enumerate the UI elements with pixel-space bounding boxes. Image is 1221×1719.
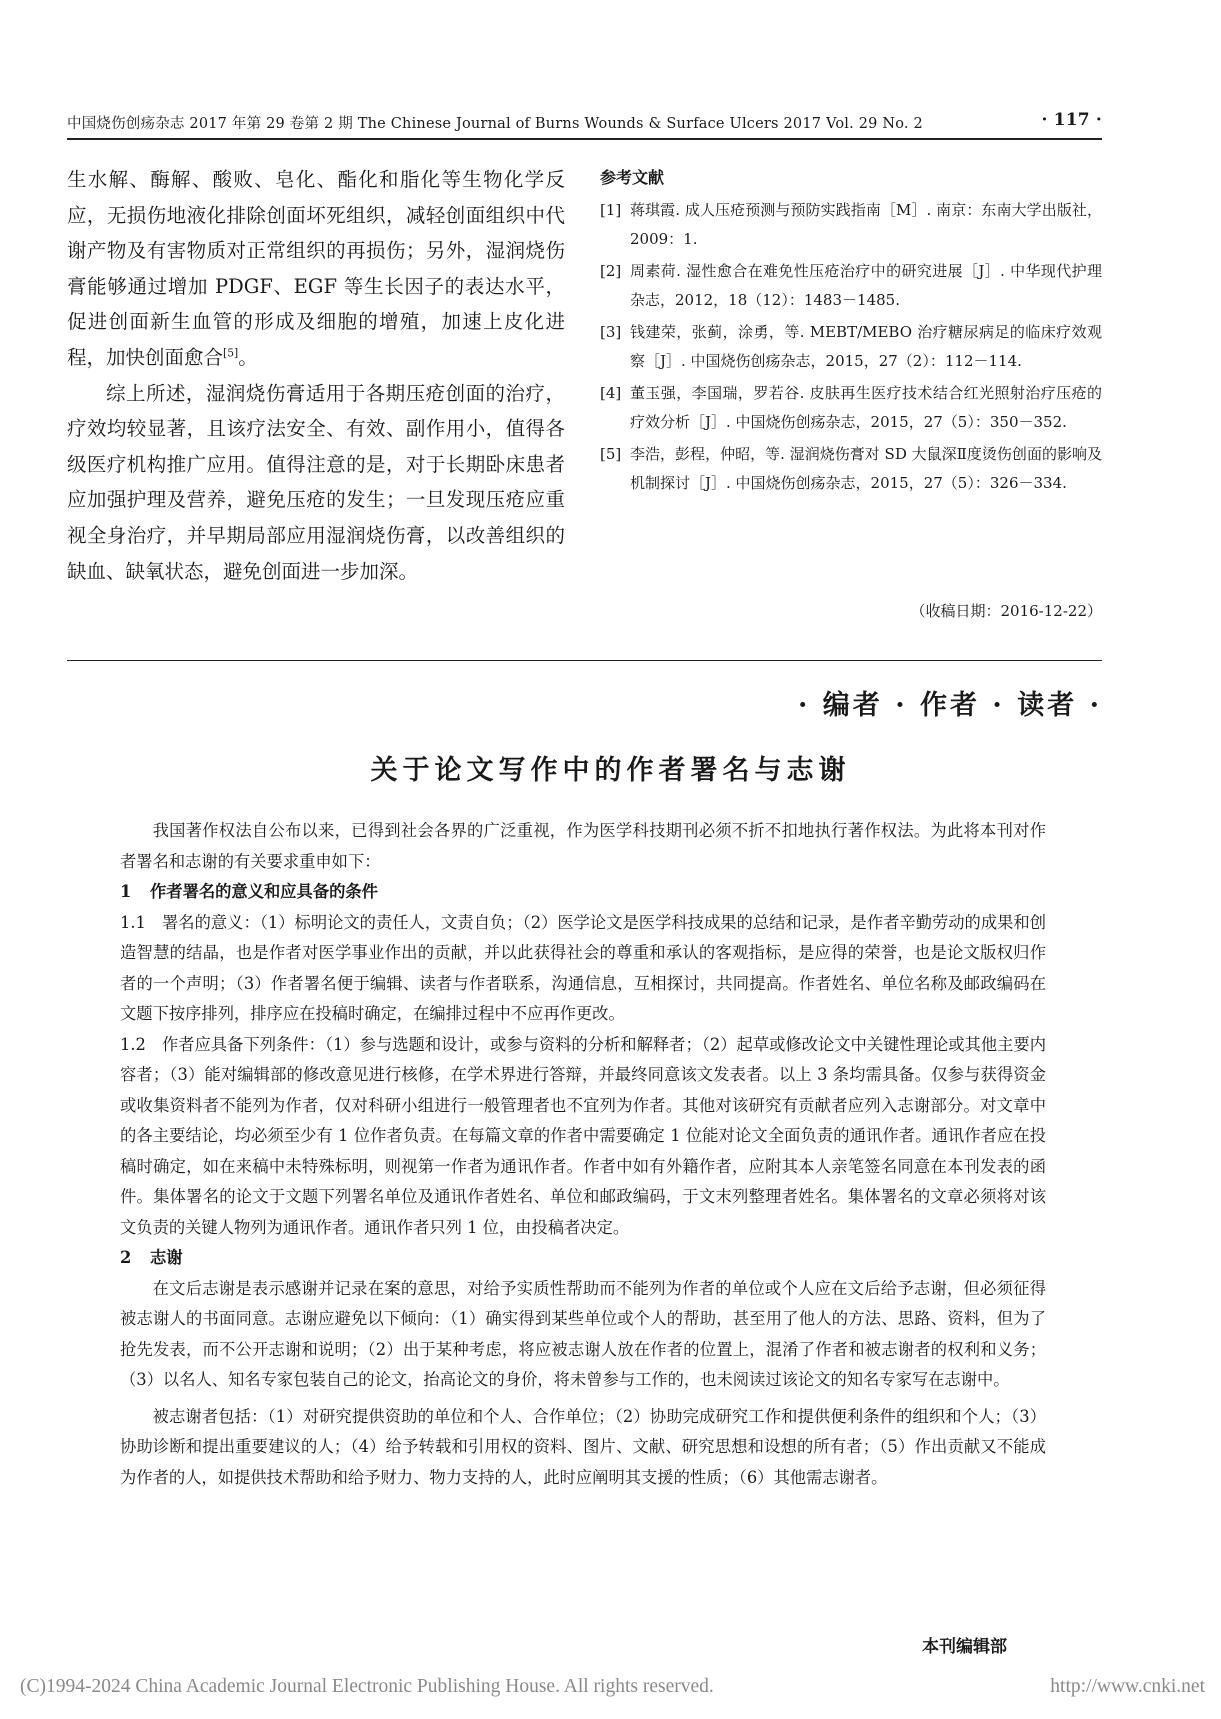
body-paragraph: 生水解、酶解、酸败、皂化、酯化和脂化等生物化学反应，无损伤地液化排除创面坏死组织，减轻创面组织中代谢产物及有害物质对正常组织的再损伤；另外，湿润烧伤膏能够通过增加 PDGF、EGF 等生长因子的表达水平，促进创面新生血管的形成及细胞的增殖，加速上皮化进程，加快创面愈合[5]。 (67, 168, 565, 369)
copyright-text: (C)1994-2024 China Academic Journal Electronic Publishing House. All rights reserved. (20, 1676, 714, 1697)
page-number: · 117 · (1041, 110, 1102, 130)
subsection-paragraph: 1.2 作者应具备下列条件：（1）参与选题和设计，或参与资料的分析和解释者；（2）起草或修改论文中关键性理论或其他主要内容者；（3）能对编辑部的修改意见进行核修，在学术界进行答辩，并最终同意该文发表者。以上 3 条均需具备。仅参与获得资金或收集资料者不能列为作者，仅对科研小组进行一般管理者也不宜列为作者。其他对该研究有贡献者应列入志谢部分。对文章中的各主要结论，均必须至少有 1 位作者负责。在每篇文章的作者中需要确定 1 位能对论文全面负责的通讯作者。通讯作者应在投稿时确定，如在来稿中未特殊标明，则视第一作者为通讯作者。作者中如有外籍作者，应附其本人亲笔签名同意在本刊发表的函件。集体署名的论文于文题下列署名单位及通讯作者姓名、单位和邮政编码，于文末列整理者姓名。集体署名的文章必须将对该文负责的关键人物列为通讯作者。通讯作者只列 1 位，由投稿者决定。 (120, 1034, 1046, 1237)
editorial-signature: 本刊编辑部 (922, 1637, 1007, 1657)
conclusion-paragraph: 综上所述，湿润烧伤膏适用于各期压疮创面的治疗，疗效均较显著，且该疗法安全、有效、副作用小，值得各级医疗机构推广应用。值得注意的是，对于长期卧床患者应加强护理及营养，避免压疮的发生；一旦发现压疮应重视全身治疗，并早期局部应用湿润烧伤膏，以改善组织的缺血、缺氧状态，避免创面进一步加深。 (67, 381, 565, 583)
reference-item: [5] 李浩，彭程，仲昭，等. 湿润烧伤膏对 SD 大鼠深Ⅱ度烫伤创面的影响及机制探讨［J］. 中国烧伤创疡杂志，2015，27（5）：326－334. (600, 445, 1102, 492)
left-column (67, 162, 565, 589)
subsection-paragraph: 1.1 署名的意义：（1）标明论文的责任人，文责自负；（2）医学论文是医学科技成果的总结和记录，是作者辛勤劳动的成果和创造智慧的结晶，也是作者对医学事业作出的贡献，并以此获得社会的尊重和承认的客观指标，是应得的荣誉，也是论文版权归作者的一个声明；（3）作者署名便于编辑、读者与作者联系，沟通信息，互相探讨，共同提高。作者姓名、单位名称及邮政编码在文题下按序排列，排序应在投稿时确定，在编排过程中不应再作更改。 (120, 912, 1046, 1023)
received-date: （收稿日期：2016-12-22） (910, 602, 1102, 620)
running-head (67, 112, 1102, 133)
journal-citation: 中国烧伤创疡杂志 2017 年第 29 卷第 2 期 The Chinese Journal of Burns Wounds & Surface Ulcers 2017 Vol. 29 No. 2 (67, 116, 923, 132)
section-divider (67, 660, 1102, 661)
notice-title: 关于论文写作中的作者署名与志谢 (370, 755, 851, 786)
section-heading: 1 作者署名的意义和应具备的条件 (120, 882, 378, 901)
column-name: · 编者 · 作者 · 读者 · (798, 690, 1102, 721)
notice-intro: 我国著作权法自公布以来，已得到社会各界的广泛重视，作为医学科技期刊必须不折不扣地执行著作权法。为此将本刊对作者署名和志谢的有关要求重申如下： (120, 821, 1046, 871)
section-heading: 2 志谢 (120, 1248, 183, 1267)
reference-item: [3] 钱建荣，张蓟，涂勇，等. MEBT/MEBO 治疗糖尿病足的临床疗效观察［J］. 中国烧伤创疡杂志，2015，27（2）：112－114. (600, 323, 1102, 370)
references-column (600, 165, 1102, 620)
acknowledgement-paragraph: 被志谢者包括：（1）对研究提供资助的单位和个人、合作单位；（2）协助完成研究工作和提供便利条件的组织和个人；（3）协助诊断和提出重要建议的人；（4）给予转载和引用权的资料、图片、文献、研究思想和设想的所有者；（5）作出贡献又不能成为作者的人，如提供技术帮助和给予财力、物力支持的人，此时应阐明其支援的性质；（6）其他需志谢者。 (120, 1406, 1046, 1487)
header-rule (67, 138, 1102, 140)
copyright-footer (20, 1676, 1205, 1698)
site-link[interactable]: http://www.cnki.net (1050, 1676, 1205, 1697)
acknowledgement-paragraph: 在文后志谢是表示感谢并记录在案的意思，对给予实质性帮助而不能列为作者的单位或个人应在文后给予志谢，但必须征得被志谢人的书面同意。志谢应避免以下倾向：（1）确实得到某些单位或个人的帮助，甚至用了他人的方法、思路、资料，但为了抢先发表，而不公开志谢和说明；（2）出于某种考虑，将应被志谢人放在作者的位置上，混淆了作者和被志谢者的权利和义务；（3）以名人、知名专家包装自己的论文，抬高论文的身价，将未曾参与工作的，也未阅读过该论文的知名专家写在志谢中。 (120, 1278, 1046, 1389)
reference-item: [1] 蒋琪霞. 成人压疮预测与预防实践指南［M］. 南京：东南大学出版社，2009：1. (600, 201, 1102, 248)
reference-item: [4] 董玉强，李国瑞，罗若谷. 皮肤再生医疗技术结合红光照射治疗压疮的疗效分析［J］. 中国烧伤创疡杂志，2015，27（5）：350－352. (600, 384, 1102, 431)
reference-item: [2] 周素荷. 湿性愈合在难免性压疮治疗中的研究进展［J］. 中华现代护理杂志，2012，18（12）：1483－1485. (600, 262, 1102, 309)
citation-mark[interactable]: [5] (223, 346, 239, 360)
references-heading: 参考文献 (600, 168, 665, 187)
reference-list (600, 196, 1102, 497)
notice-body (120, 816, 1046, 1493)
